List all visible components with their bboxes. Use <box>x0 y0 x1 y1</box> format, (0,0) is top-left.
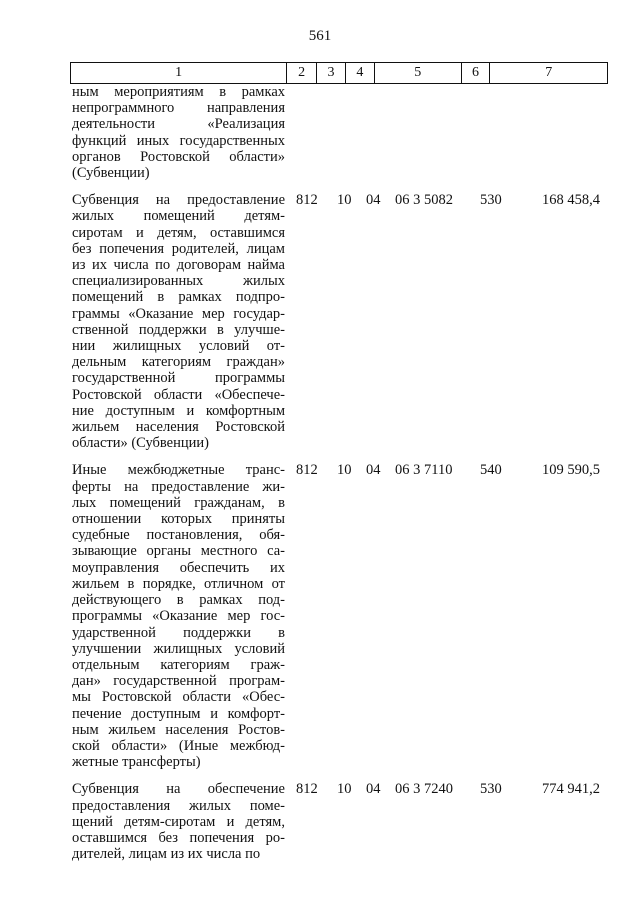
description-line: ным жильем населения Ростов- <box>72 721 285 738</box>
header-col-2: 2 <box>287 63 317 83</box>
cell-col-4: 04 <box>366 462 381 479</box>
description-line: дан» государственной програм- <box>72 673 285 690</box>
description-line: области» (Субвенции) <box>72 435 209 452</box>
table-row <box>70 84 608 181</box>
description-line: специализированных жилых <box>72 273 285 290</box>
description-line: улучшении жилищных условий <box>72 640 285 657</box>
description-line: нии жилищных условий от- <box>72 338 285 355</box>
description-line: граммы «Оказание мер государ- <box>72 305 285 322</box>
row-description <box>70 84 285 181</box>
table-row <box>70 192 608 451</box>
cell-col-7: 109 590,5 <box>542 462 600 479</box>
row-spacer <box>70 451 608 462</box>
description-line: жилых помещений детям- <box>72 208 285 225</box>
description-line: без попечения родителей, лицам <box>72 240 285 257</box>
header-col-3: 3 <box>317 63 346 83</box>
cell-col-2: 812 <box>296 781 318 798</box>
description-line: дельным категориям граждан» <box>72 354 285 371</box>
description-line: лых помещений гражданам, в <box>72 494 285 511</box>
cell-col-2: 812 <box>296 192 318 209</box>
description-line: ферты на предоставление жи- <box>72 478 285 495</box>
row-spacer <box>70 770 608 781</box>
description-line: жетные трансферты) <box>72 754 201 771</box>
description-line: жильем в порядке, отличном от <box>72 575 285 592</box>
description-line: зывающие органы местного са- <box>72 543 285 560</box>
cell-col-5: 06 3 5082 <box>395 192 453 209</box>
header-col-1: 1 <box>71 63 287 83</box>
cell-col-6: 540 <box>480 462 502 479</box>
description-line: отношении которых приняты <box>72 511 285 528</box>
description-line: Субвенция на предоставление <box>72 192 285 209</box>
cell-col-4: 04 <box>366 192 381 209</box>
header-col-4: 4 <box>346 63 375 83</box>
page-number: 561 <box>308 28 332 44</box>
description-line: предоставления жилых поме- <box>72 797 285 814</box>
description-line: печение доступным и комфорт- <box>72 705 285 722</box>
budget-table <box>70 62 608 862</box>
description-line: ным мероприятиям в рамках <box>72 84 285 100</box>
description-line: программы «Оказание мер гос- <box>72 608 285 625</box>
header-col-6: 6 <box>462 63 491 83</box>
header-col-7: 7 <box>545 65 553 80</box>
description-line: функций иных государственных <box>72 132 285 149</box>
table-row <box>70 781 608 862</box>
cell-col-2: 812 <box>296 462 318 479</box>
row-spacer <box>70 181 608 192</box>
description-line: из их числа по договорам найма <box>72 257 285 274</box>
description-line: ственной поддержки в улучше- <box>72 321 285 338</box>
description-line: непрограммного направления <box>72 100 285 117</box>
description-line: судебные постановления, обя- <box>72 527 285 544</box>
table-body <box>70 84 608 862</box>
cell-col-7: 168 458,4 <box>542 192 600 209</box>
description-line: мы Ростовской области «Обес- <box>72 689 285 706</box>
cell-col-3: 10 <box>337 462 352 479</box>
table-row <box>70 462 608 770</box>
description-line: жильем населения Ростовской <box>72 419 285 436</box>
description-line: государственной программы <box>72 370 285 387</box>
description-line: Субвенция на обеспечение <box>72 781 285 798</box>
table-header <box>70 62 608 84</box>
description-line: дителей, лицам из их числа по <box>72 846 261 863</box>
cell-col-4: 04 <box>366 781 381 798</box>
description-line: ской области» (Иные межбюд- <box>72 737 285 754</box>
cell-col-6: 530 <box>480 192 502 209</box>
cell-col-3: 10 <box>337 781 352 798</box>
description-line: (Субвенции) <box>72 165 150 182</box>
row-description <box>70 192 285 451</box>
description-line: органов Ростовской области» <box>72 148 285 165</box>
cell-col-5: 06 3 7110 <box>395 462 453 479</box>
cell-col-5: 06 3 7240 <box>395 781 453 798</box>
description-line: деятельности «Реализация <box>72 116 285 133</box>
description-line: действующего в рамках под- <box>72 592 285 609</box>
description-line: оставшимся без попечения ро- <box>72 829 285 846</box>
header-col-5: 5 <box>375 63 462 83</box>
description-line: Иные межбюджетные транс- <box>72 462 285 479</box>
description-line: Ростовской области «Обеспече- <box>72 386 285 403</box>
row-description <box>70 781 285 862</box>
description-line: щений детям-сиротам и детям, <box>72 813 285 830</box>
description-line: отдельным категориям граж- <box>72 656 285 673</box>
row-description <box>70 462 285 770</box>
cell-col-7: 774 941,2 <box>542 781 600 798</box>
description-line: сиротам и детям, оставшимся <box>72 224 285 241</box>
description-line: помещений в рамках подпро- <box>72 289 285 306</box>
description-line: моуправления обеспечить их <box>72 559 285 576</box>
cell-col-6: 530 <box>480 781 502 798</box>
cell-col-3: 10 <box>337 192 352 209</box>
description-line: ние доступным и комфортным <box>72 402 285 419</box>
description-line: ударственной поддержки в <box>72 624 285 641</box>
